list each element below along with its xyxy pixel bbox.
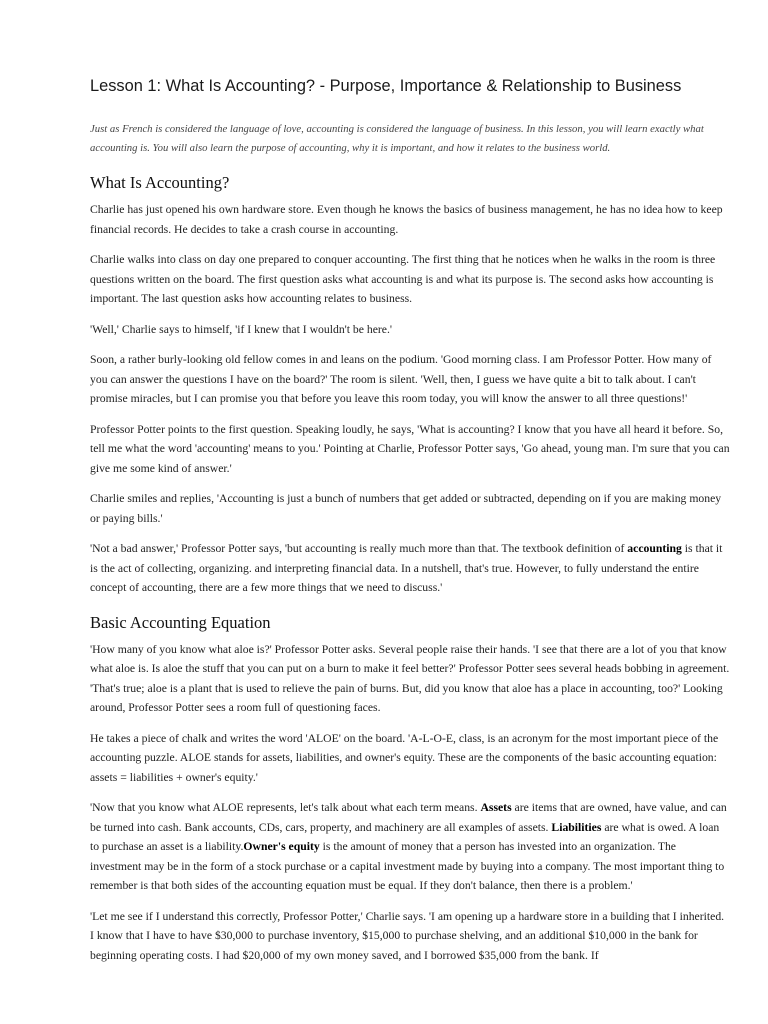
lesson-body xyxy=(90,172,730,976)
paragraph-definition xyxy=(90,539,730,598)
paragraph: 'Let me see if I understand this correctly, Professor Potter,' Charlie says. 'I am opening up a hardware store in a building that I inherited. I know that I have to have $30,000 to purchase inventory, $15,000 to purchase shelving, and an additional $10,000 in the bank for beginning operating costs. I had $20,000 of my own money saved, and I borrowed $35,000 from the bank. If xyxy=(90,909,725,962)
paragraph-text: 'Not a bad answer,' Professor Potter says, 'but accounting is really much more than that. The textbook definition of xyxy=(90,542,628,555)
paragraph: Charlie has just opened his own hardware store. Even though he knows the basics of business management, he has no idea how to keep financial records. He decides to take a crash course in accounting. xyxy=(90,203,723,236)
section-heading-basic-accounting-equation: Basic Accounting Equation xyxy=(90,612,271,632)
term-accounting: accounting xyxy=(627,542,682,555)
paragraph-text: are items that are owned, have value, and can be turned into cash. Bank accounts, CDs, cars, property, and machinery are all examples of assets. xyxy=(90,801,727,834)
paragraph: 'How many of you know what aloe is?' Professor Potter asks. Several people raise their hands. 'I see that there are a lot of you that know what aloe is. Is aloe the stuff that you can put on a burn to make it feel better?' Professor Potter sees several heads bobbing in agreement. 'That's true; aloe is a plant that is used to relieve the pain of burns. But, did you know that aloe has a place in accounting, too?' Looking around, Professor Potter sees a room full of questioning faces. xyxy=(90,642,730,714)
paragraph-text: is the amount of money that a person has invested into an organization. The investment may be in the form of a stock purchase or a capital investment made by buying into a company. The most important thing to remember is that both sides of the accounting equation must be equal. If they don't balance, then there is a problem.' xyxy=(90,840,725,892)
paragraph-text: is that it is the act of collecting, organizing. and interpreting financial data. In a nutshell, that's true. However, to fully understand the entire concept of accounting, there are a few more things that we need to discuss.' xyxy=(90,542,723,594)
paragraph: Soon, a rather burly-looking old fellow comes in and leans on the podium. 'Good morning class. I am Professor Potter. How many of you can answer the questions I have on the board?' The room is silent. 'Well, then, I guess we have quite a bit to talk about. I can't promise miracles, but I can promise you that before you leave this room today, you will know the answer to all three questions!' xyxy=(90,353,712,405)
paragraph: Charlie walks into class on day one prepared to conquer accounting. The first thing that he notices when he walks in the room is three questions written on the board. The first question asks what accounting is and what its purpose is. The second asks how accounting is important. The last question asks how accounting relates to business. xyxy=(90,253,716,305)
paragraph: 'Well,' Charlie says to himself, 'if I knew that I wouldn't be here.' xyxy=(90,322,393,336)
paragraph: Professor Potter points to the first question. Speaking loudly, he says, 'What is accounting? I know that you have all heard it before. So, tell me what the word 'accounting' means to you.' Pointing at Charlie, Professor Potter says, 'Go ahead, young man. I'm sure that you can give me some kind of answer.' xyxy=(90,422,730,475)
paragraph-text: 'Now that you know what ALOE represents, let's talk about what each term means. xyxy=(90,801,481,814)
page-title: Lesson 1: What Is Accounting? - Purpose, Importance & Relationship to Business xyxy=(90,77,682,95)
term-assets: Assets xyxy=(480,801,512,814)
term-liabilities: Liabilities xyxy=(551,820,602,834)
term-owners-equity: Owner's equity xyxy=(243,840,320,853)
paragraph-text: are what is owed. A loan to purchase an asset is a liability. xyxy=(90,820,720,853)
paragraph: Charlie smiles and replies, 'Accounting is just a bunch of numbers that get added or subtracted, depending on if you are making money or paying bills.' xyxy=(90,492,722,525)
section-heading-what-is-accounting: What Is Accounting? xyxy=(90,173,230,192)
paragraph: He takes a piece of chalk and writes the word 'ALOE' on the board. 'A-L-O-E, class, is an acronym for the most important piece of the accounting puzzle. ALOE stands for assets, liabilities, and owner's equity. These are the components of the basic accounting equation: assets = liabilities + owner's equity.' xyxy=(90,731,719,784)
paragraph-aloe-terms xyxy=(90,798,730,896)
lesson-intro: Just as French is considered the language of love, accounting is considered the language of business. In this lesson, you will learn exactly what accounting is. You will also learn the purpose of accounting, why it is important, and how it relates to the business world. xyxy=(90,123,704,154)
